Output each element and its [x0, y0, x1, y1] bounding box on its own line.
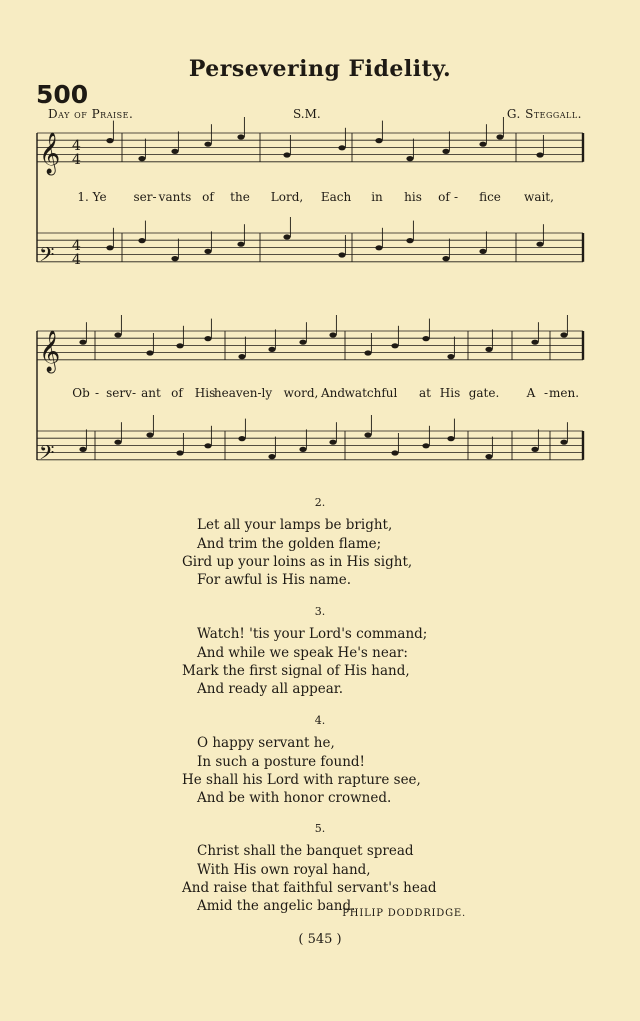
time-sig: 4 — [72, 138, 81, 154]
note-head — [364, 432, 371, 437]
note-head — [442, 256, 449, 261]
note-head — [447, 354, 454, 359]
note-head — [204, 443, 211, 448]
note-head — [531, 447, 538, 452]
lyric-syllable: - — [131, 386, 137, 400]
note-head — [364, 350, 371, 355]
note-head — [114, 332, 121, 337]
note-head — [485, 454, 492, 459]
stanza-line: Christ shall the banquet spread — [197, 843, 414, 860]
note-head — [442, 149, 449, 154]
lyric-syllable: gate. — [468, 386, 500, 400]
stanza-line: Amid the angelic band. — [197, 898, 356, 915]
note-head — [146, 350, 153, 355]
note-head — [176, 450, 183, 455]
lyric-syllable: fice — [479, 190, 501, 204]
note-head — [406, 156, 413, 161]
note-head — [238, 436, 245, 441]
note-head — [560, 440, 567, 445]
lyric-syllable: Ob — [72, 386, 90, 400]
note-head — [391, 343, 398, 348]
lyric-syllable: the — [230, 190, 250, 204]
note-head — [536, 152, 543, 157]
lyric-syllable: - — [453, 190, 459, 204]
note-head — [496, 134, 503, 139]
stanza-line: O happy servant he, — [197, 735, 335, 752]
lyric-syllable: ser- — [133, 190, 157, 204]
time-sig: 4 — [72, 152, 81, 168]
stanza-line: And raise that faithful servant's head — [182, 879, 437, 896]
lyric-syllable: at — [419, 386, 431, 400]
lyric-syllable: His — [194, 386, 216, 400]
note-head — [338, 252, 345, 257]
stanza-line: In such a posture found! — [197, 753, 365, 770]
lyric-syllable: heaven-ly — [213, 386, 273, 400]
note-head — [536, 242, 543, 247]
lyric-syllable: of — [171, 386, 183, 400]
note-head — [204, 142, 211, 147]
time-sig: 4 — [72, 238, 81, 254]
note-head — [447, 436, 454, 441]
note-head — [204, 249, 211, 254]
stanza-line: Gird up your loins as in His sight, — [182, 553, 413, 570]
stanza-number: 4. — [314, 714, 326, 727]
lyric-syllable: word, — [283, 386, 319, 400]
note-head — [237, 242, 244, 247]
lyric-syllable: in — [371, 190, 383, 204]
bass-clef-icon: 𝄢 — [39, 440, 55, 469]
page-number: ( 545 ) — [298, 932, 342, 947]
note-head — [422, 443, 429, 448]
stanza-line: Mark the first signal of His hand, — [182, 662, 410, 679]
note-head — [479, 142, 486, 147]
stanza-2 — [0, 494, 640, 589]
note-head — [106, 245, 113, 250]
lyric-syllable: men. — [548, 386, 580, 400]
note-head — [146, 432, 153, 437]
note-head — [268, 347, 275, 352]
lyric-syllable: - — [543, 386, 549, 400]
note-head — [560, 332, 567, 337]
stanza-line: Watch! 'tis your Lord's command; — [197, 626, 428, 643]
hymn-title: Persevering Fidelity. — [188, 56, 452, 82]
lyric-syllable: watchful — [344, 386, 398, 400]
stanza-5 — [0, 820, 640, 915]
lyric-syllable: wait, — [524, 190, 554, 204]
note-head — [238, 354, 245, 359]
lyric-syllable: Each — [320, 190, 352, 204]
note-head — [283, 234, 290, 239]
stanza-number: 2. — [314, 496, 326, 509]
stanza-line: And while we speak He's near: — [197, 644, 408, 661]
note-head — [171, 149, 178, 154]
note-head — [79, 340, 86, 345]
stanza-line: He shall his Lord with rapture see, — [182, 771, 421, 788]
lyric-syllable: of — [438, 190, 450, 204]
lyric-syllable: His — [439, 386, 461, 400]
lyric-syllable: Lord, — [270, 190, 304, 204]
tune-name: Day of Praise. — [48, 107, 134, 121]
note-head — [176, 343, 183, 348]
note-head — [79, 447, 86, 452]
treble-clef-icon: 𝄞 — [39, 330, 61, 372]
note-head — [138, 156, 145, 161]
note-head — [422, 336, 429, 341]
lyric-syllable: of — [202, 190, 214, 204]
note-head — [283, 152, 290, 157]
note-head — [375, 138, 382, 143]
note-head — [338, 145, 345, 150]
stanza-line: With His own royal hand, — [197, 861, 371, 878]
note-head — [329, 332, 336, 337]
note-head — [106, 138, 113, 143]
note-head — [204, 336, 211, 341]
stanza-number: 5. — [314, 822, 326, 835]
stanza-line: And trim the golden flame; — [197, 535, 382, 552]
treble-clef-icon: 𝄞 — [39, 132, 61, 174]
note-head — [237, 134, 244, 139]
stanza-line: And be with honor crowned. — [197, 790, 392, 807]
lyric-syllable: 1. Ye — [77, 190, 107, 204]
lyric-syllable: vants — [158, 190, 192, 204]
stanza-4 — [0, 712, 640, 807]
time-sig: 4 — [72, 252, 81, 268]
lyric-syllable: And — [320, 386, 346, 400]
stanza-number: 3. — [314, 605, 326, 618]
stanza-line: For awful is His name. — [197, 572, 352, 589]
note-head — [531, 340, 538, 345]
note-head — [479, 249, 486, 254]
note-head — [375, 245, 382, 250]
lyric-syllable: his — [404, 190, 422, 204]
stanza-3 — [0, 603, 640, 698]
staff-systems — [37, 132, 583, 469]
stanza-line: Let all your lamps be bright, — [197, 517, 393, 534]
note-head — [485, 347, 492, 352]
note-head — [299, 340, 306, 345]
note-head — [138, 238, 145, 243]
note-head — [171, 256, 178, 261]
note-head — [406, 238, 413, 243]
music-score — [0, 0, 640, 500]
note-head — [114, 440, 121, 445]
meter: S.M. — [293, 107, 321, 121]
bass-clef-icon: 𝄢 — [39, 242, 55, 271]
lyric-syllable: A — [526, 386, 536, 400]
note-head — [329, 440, 336, 445]
lyric-syllable: ant — [141, 386, 161, 400]
hymn-number: 500 — [36, 80, 89, 109]
note-head — [268, 454, 275, 459]
composer: G. Steggall. — [506, 107, 582, 121]
note-head — [391, 450, 398, 455]
note-heads — [79, 117, 567, 459]
note-head — [299, 447, 306, 452]
lyric-syllable: - — [94, 386, 100, 400]
stanza-line: And ready all appear. — [197, 681, 344, 698]
author-credit: PHILIP DODDRIDGE. — [342, 908, 466, 919]
lyric-syllable: serv — [106, 386, 132, 400]
